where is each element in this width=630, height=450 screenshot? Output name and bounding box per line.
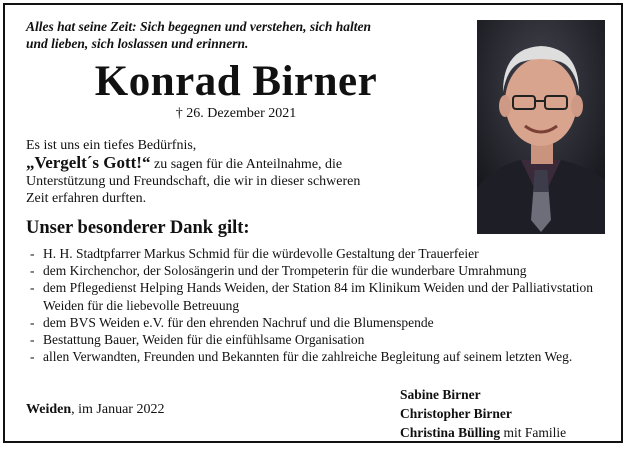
signatory-3-suffix: mit Familie — [500, 425, 567, 440]
signatory-3-name: Christina Bülling — [400, 425, 501, 440]
list-item: - allen Verwandten, Freunden und Bekannten für die zahlreiche Begleitung auf seinem letzten Weg. — [26, 348, 596, 365]
gratitude-line-4: Zeit erfahren durften. — [26, 191, 147, 206]
signatory-2: Christopher Birner — [400, 406, 512, 421]
thanks-heading: Unser besonderer Dank gilt: — [26, 218, 250, 238]
list-item: - dem BVS Weiden e.V. für den ehrenden Nachruf und die Blumenspende — [26, 314, 596, 331]
thanks-list — [26, 245, 596, 365]
signatory-1: Sabine Birner — [400, 387, 481, 402]
deceased-name: Konrad Birner — [94, 58, 378, 105]
list-item: - H. H. Stadtpfarrer Markus Schmid für die würdevolle Gestaltung der Trauerfeier — [26, 245, 596, 262]
gratitude-line-2: zu sagen für die Anteilnahme, die — [150, 157, 343, 172]
signatories — [400, 385, 566, 442]
motto-line-2: und lieben, sich loslassen und erinnern. — [26, 36, 249, 51]
gratitude-line-1: Es ist uns ein tiefes Bedürfnis, — [26, 138, 197, 153]
signatory-3 — [400, 423, 566, 442]
gratitude-paragraph — [26, 137, 446, 207]
place-city: Weiden — [26, 402, 72, 417]
place-date — [26, 402, 164, 418]
portrait-illustration — [477, 20, 605, 234]
motto-line-1: Alles hat seine Zeit: Sich begegnen und verstehen, sich halten — [26, 19, 372, 34]
list-item: - Bestattung Bauer, Weiden für die einfühlsame Organisation — [26, 331, 596, 348]
gratitude-line-3: Unterstützung und Freundschaft, die wir in dieser schweren — [26, 174, 361, 189]
vergelts-gott-emphasis: „Vergelt´s Gott!“ — [26, 153, 151, 172]
portrait-photo — [477, 20, 605, 234]
list-item: - dem Kirchenchor, der Solosängerin und der Trompeterin für die wunderbare Umrahmung — [26, 262, 596, 279]
place-date-text: , im Januar 2022 — [71, 402, 165, 417]
list-item: - dem Pflegedienst Helping Hands Weiden, der Station 84 im Klinikum Weiden und der Palliativstation Weiden für die liebevolle Betreuung — [26, 279, 596, 313]
motto — [26, 18, 416, 52]
death-date: † 26. Dezember 2021 — [175, 106, 297, 121]
